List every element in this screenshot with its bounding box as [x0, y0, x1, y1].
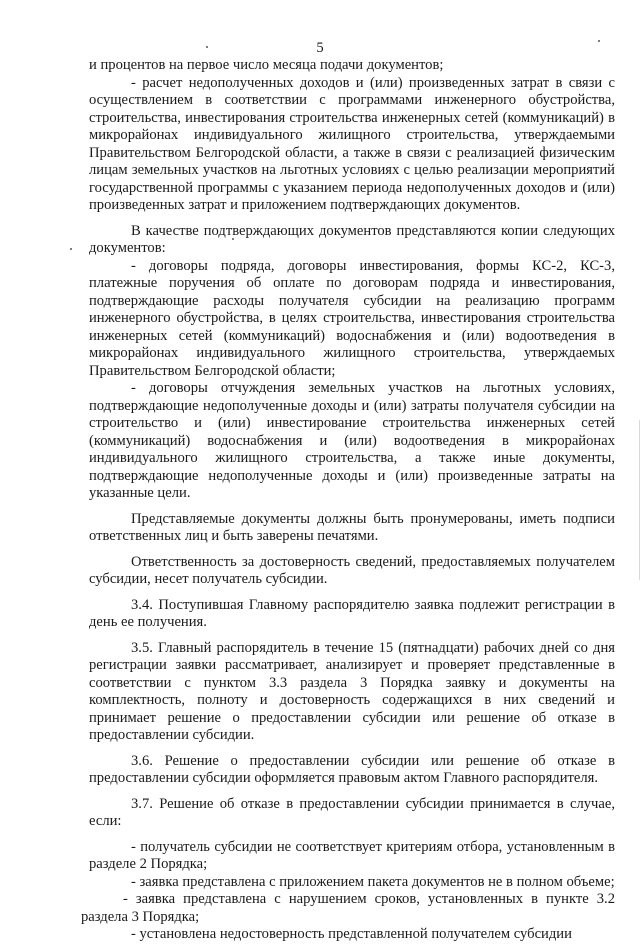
paragraph: - договоры подряда, договоры инвестирования, формы КС-2, КС-3, платежные поручения об оплате по договорам подряда и инвестирования, подтверждающие расходы получателя субсидии на реализацию программ инженерного обустройства, в целях строительства, инвестирования строительства инженерных сетей (коммуникаций) водоснабжения и (или) водоотведения в микрорайонах индивидуального жилищного строительства, утверждаемых Правительством Белгородской области;	[89, 257, 615, 379]
scan-speck	[70, 248, 72, 250]
paragraph: Ответственность за достоверность сведений, предоставляемых получателем субсидии, несет получатель субсидии.	[89, 553, 615, 587]
paragraph: - заявка представлена с приложением пакета документов не в полном объеме;	[131, 873, 615, 890]
paragraph: 3.4. Поступившая Главному распорядителю заявка подлежит регистрации в день ее получения.	[89, 596, 615, 630]
paragraph: 3.7. Решение об отказе в предоставлении субсидии принимается в случае, если:	[89, 795, 615, 829]
scan-speck	[232, 238, 234, 240]
paragraph: 3.5. Главный распорядитель в течение 15 (пятнадцати) рабочих дней со дня регистрации заявки рассматривает, анализирует и проверяет представленные в соответствии с пунктом 3.3 раздела 3 Порядка заявку и документы на комплектность, полноту и достоверность содержащихся в них сведений и принимает решение о предоставлении субсидии или решение об отказе в предоставлении субсидии.	[89, 639, 615, 743]
document-body	[81, 57, 615, 944]
scan-speck	[598, 40, 600, 42]
page-number: 5	[316, 40, 324, 56]
paragraph: - расчет недополученных доходов и (или) произведенных затрат в связи с осуществлением в соответствии с программами инженерного обустройства, строительства, инвестирования строительства инженерных сетей (коммуникаций) в микрорайонах индивидуального жилищного строительства, утверждаемыми Правительством Белгородской области, а также в связи с реализацией физическим лицам земельных участков на льготных условиях с целью реализации мероприятий государственной программы с указанием периода недополученных доходов и (или) произведенных затрат и приложением подтверждающих документов.	[89, 74, 615, 213]
scan-speck	[206, 46, 208, 48]
paragraph: - заявка представлена с нарушением сроков, установленных в пункте 3.2 раздела 3 Порядка;	[81, 891, 615, 925]
paragraph: - установлена недостоверность представленной получателем субсидии	[131, 926, 572, 942]
paragraph: 3.6. Решение о предоставлении субсидии или решение об отказе в предоставлении субсидии оформляется правовым актом Главного распорядителя.	[89, 752, 615, 786]
paragraph: и процентов на первое число месяца подачи документов;	[89, 57, 444, 73]
paragraph: - договоры отчуждения земельных участков на льготных условиях, подтверждающие недополученные доходы и (или) затраты получателя субсидии на строительство и (или) инвестирование строительства инженерных сетей (коммуникаций) водоснабжения и (или) водоотведения в микрорайонах индивидуального жилищного строительства, а также иные документы, подтверждающие недополученные доходы и (или) произведенные затраты на указанные цели.	[89, 380, 615, 501]
paragraph: Представляемые документы должны быть пронумерованы, иметь подписи ответственных лиц и быть заверены печатями.	[89, 510, 615, 544]
paragraph: - получатель субсидии не соответствует критериям отбора, установленным в разделе 2 Порядка;	[89, 838, 615, 872]
paragraph: В качестве подтверждающих документов представляются копии следующих документов:	[89, 222, 615, 256]
